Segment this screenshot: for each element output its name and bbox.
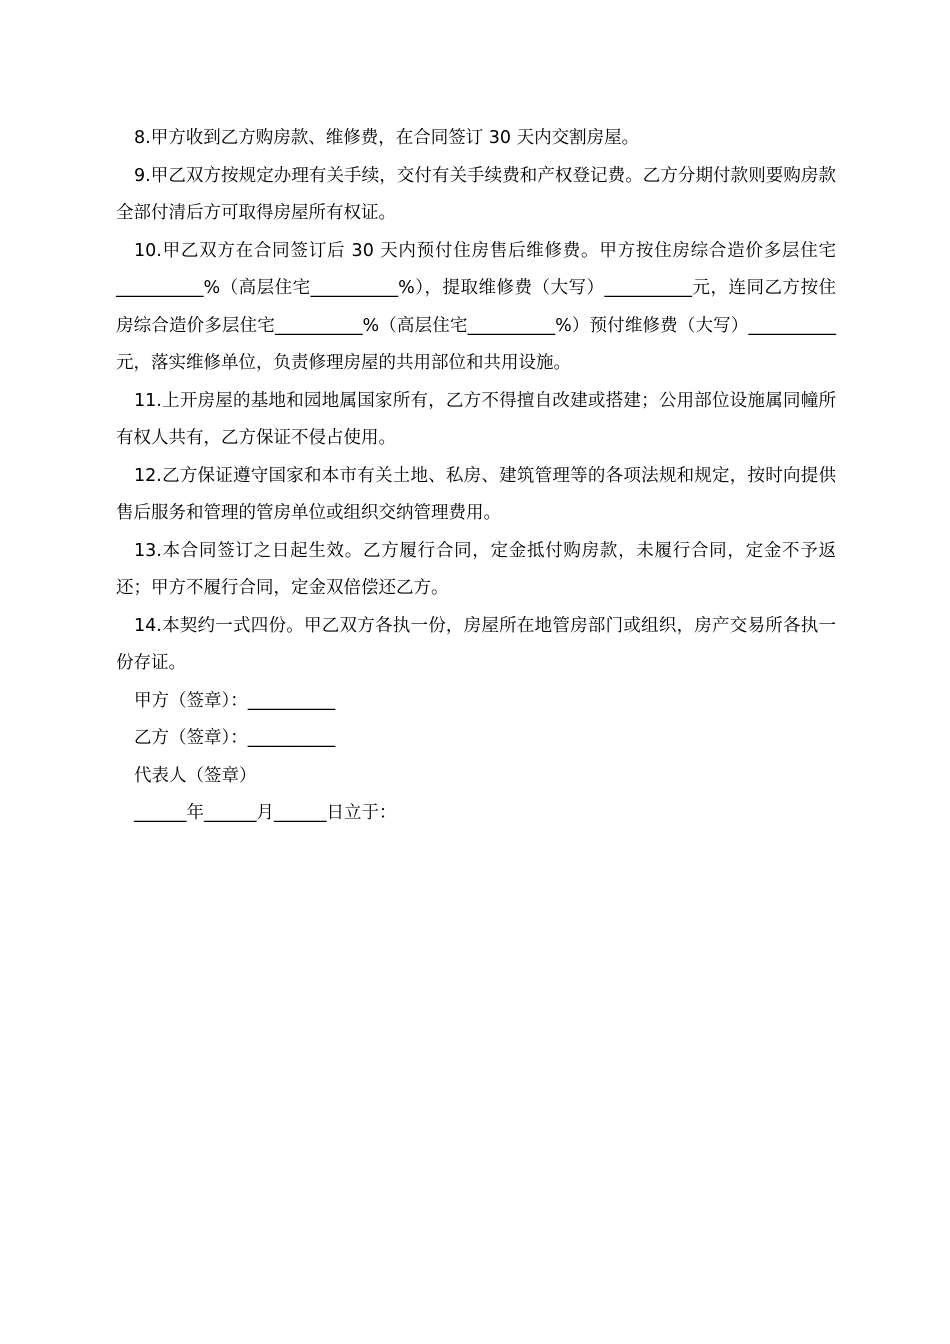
representative-signature: 代表人（签章） [134, 765, 257, 786]
contract-body [116, 120, 836, 833]
party-a-signature: 甲方（签章）：__________ [134, 690, 336, 711]
clause-10: 10.甲乙双方在合同签订后 30 天内预付住房售后维修费。甲方按住房综合造价多层住宅__________%（高层住宅__________%），提取维修费（大写）__________元，连同乙方按住房综合造价多层住宅__________%（高层住宅__________%）预付维修费（大写）__________元，落实维修单位，负责修理房屋的共用部位和共用设施。 [116, 240, 836, 373]
clause-11: 11.上开房屋的基地和园地属国家所有，乙方不得擅自改建或搭建；公用部位设施属同幢所有权人共有，乙方保证不侵占使用。 [116, 390, 836, 448]
party-b-signature: 乙方（签章）：__________ [134, 728, 336, 748]
clause-9: 9.甲乙双方按规定办理有关手续，交付有关手续费和产权登记费。乙方分期付款则要购房款全部付清后方可取得房屋所有权证。 [116, 165, 836, 223]
signature-block [116, 683, 836, 833]
clause-12: 12.乙方保证遵守国家和本市有关土地、私房、建筑管理等的各项法规和规定，按时向提供售后服务和管理的管房单位或组织交纳管理费用。 [116, 465, 836, 523]
clause-13: 13.本合同签订之日起生效。乙方履行合同，定金抵付购房款，未履行合同，定金不予返还；甲方不履行合同，定金双倍偿还乙方。 [116, 540, 836, 598]
date-line: ______年______月______日立于： [134, 803, 397, 823]
clause-8: 8.甲方收到乙方购房款、维修费，在合同签订 30 天内交割房屋。 [134, 128, 640, 148]
clause-14: 14.本契约一式四份。甲乙双方各执一份，房屋所在地管房部门或组织，房产交易所各执一份存证。 [116, 615, 836, 673]
